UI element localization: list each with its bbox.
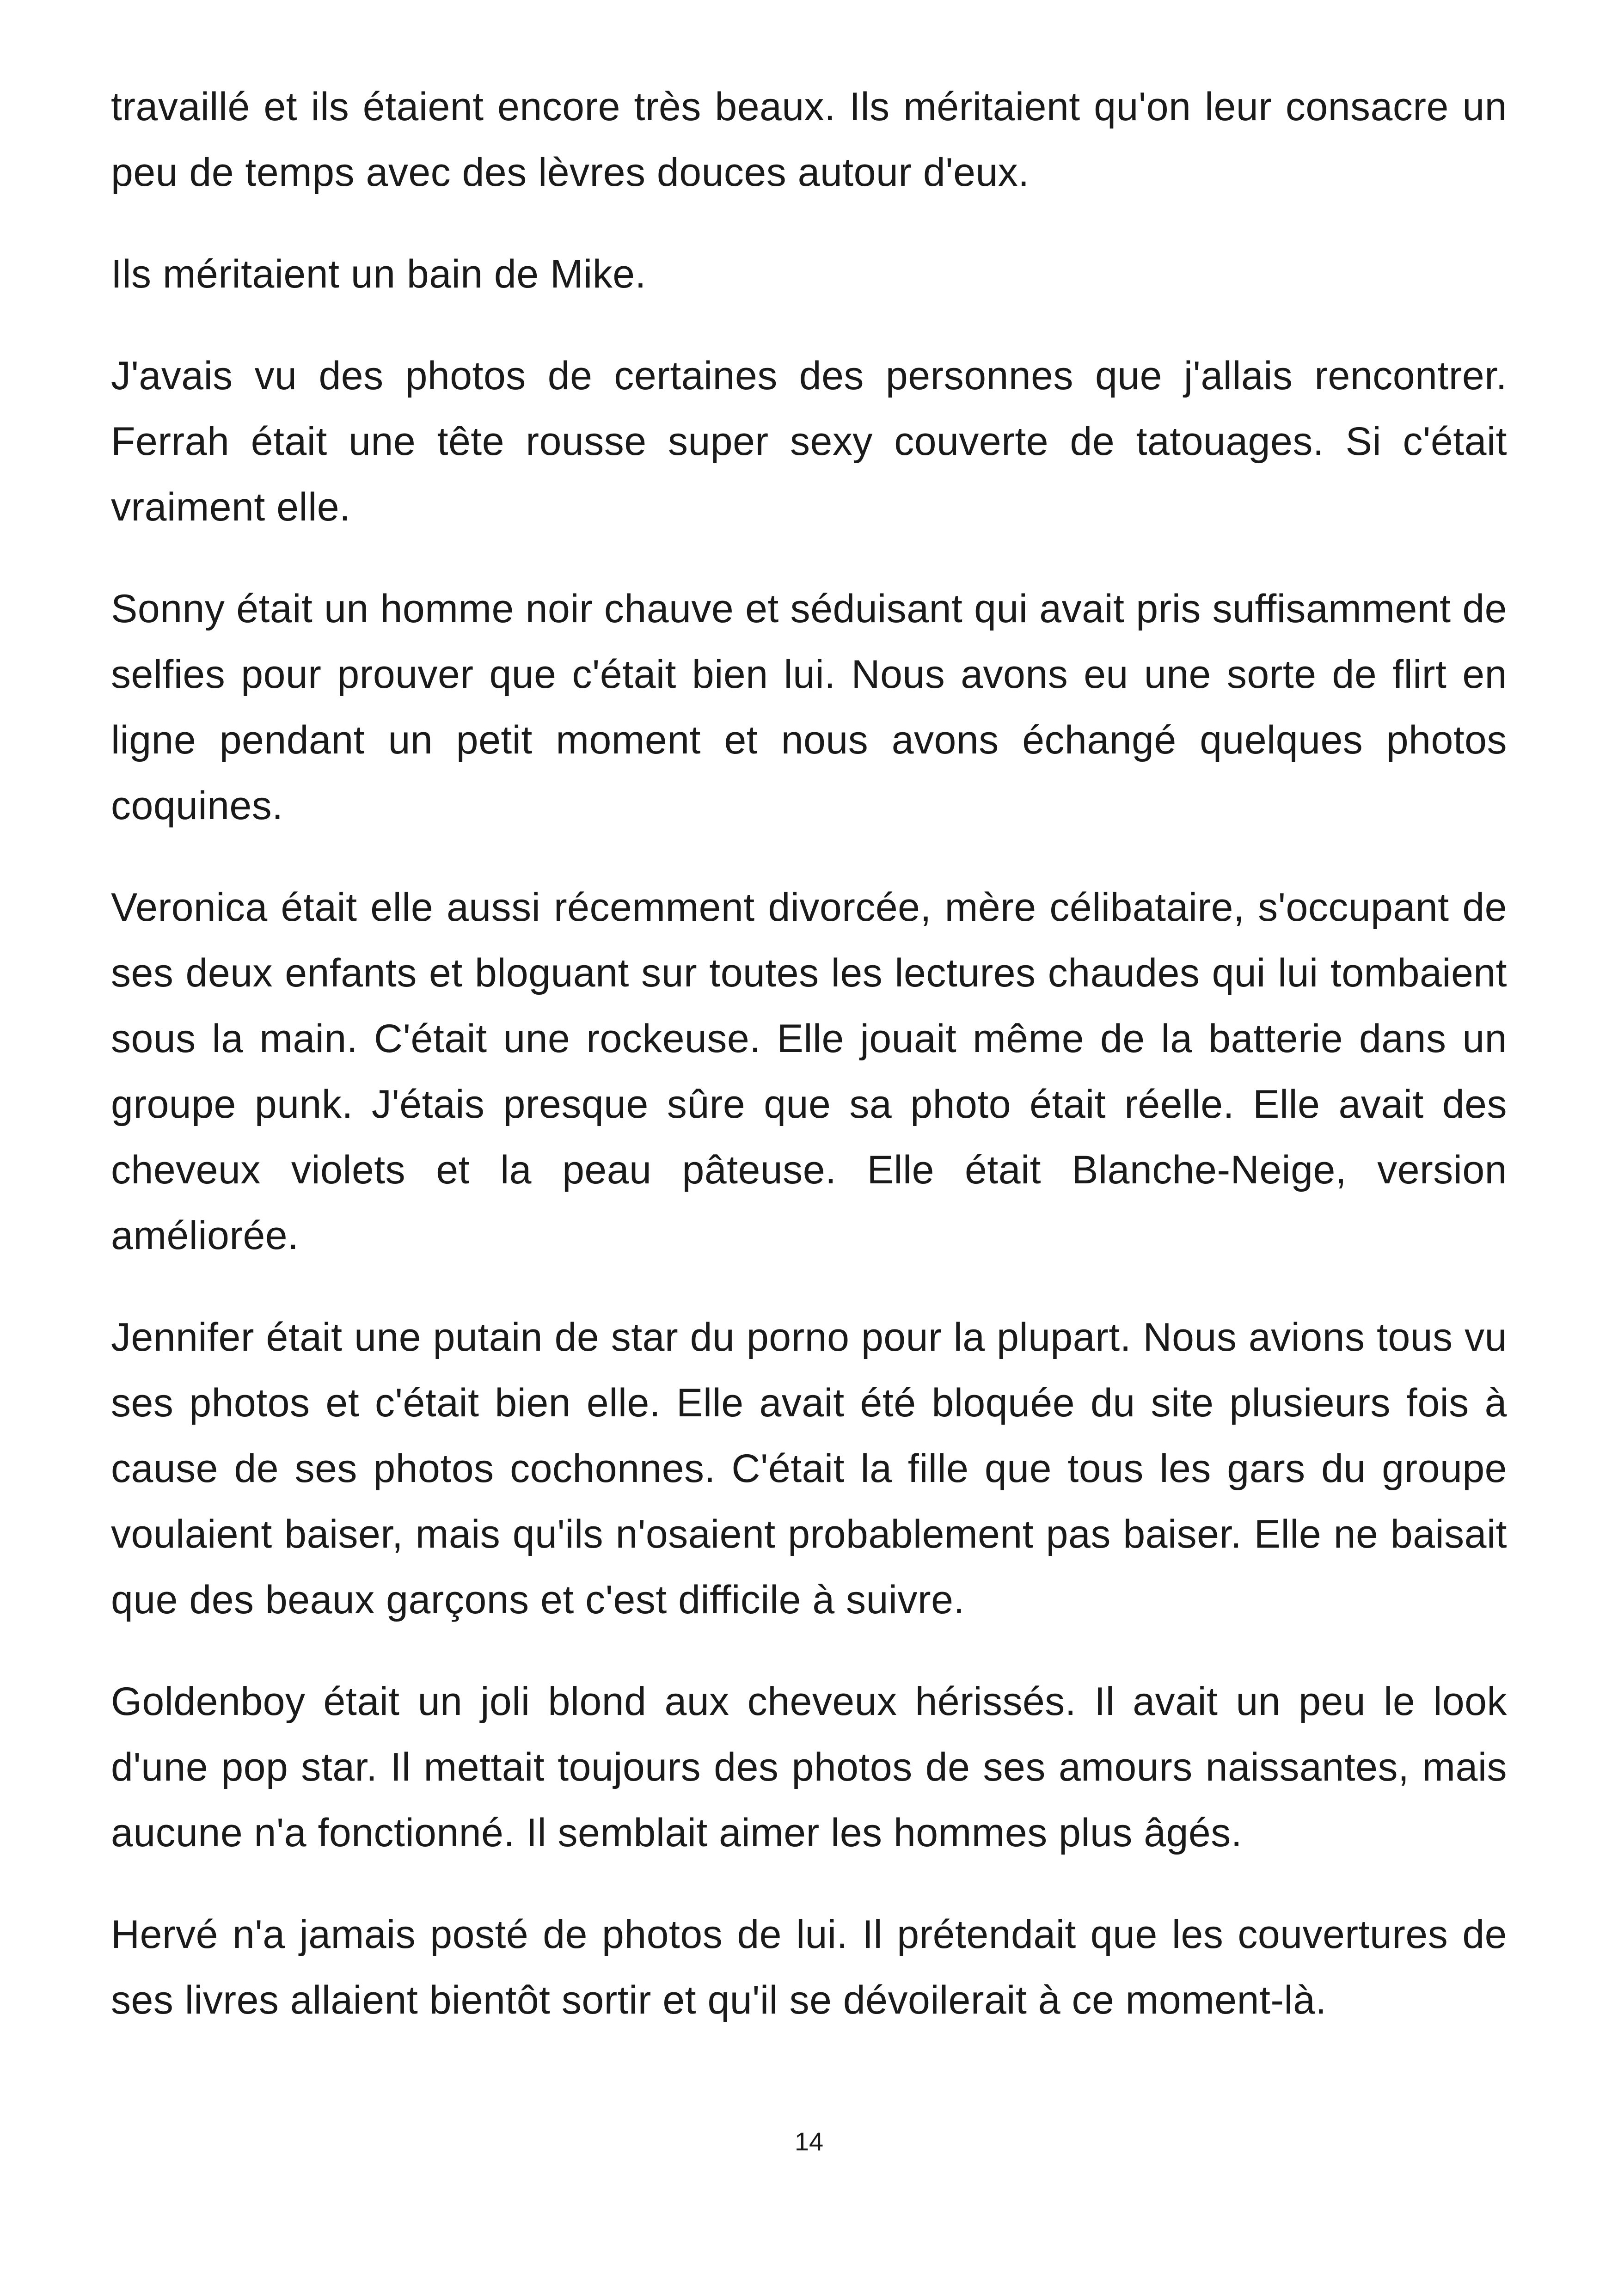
paragraph: Jennifer était une putain de star du porno pour la plupart. Nous avions tous vu ses photos et c'était bien elle. Elle avait été bloquée du site plusieurs fois à cause de ses photos cochonnes. C'était la fille que tous les gars du groupe voulaient baiser, mais qu'ils n'osaient probablement pas baiser. Elle ne baisait que des beaux garçons et c'est difficile à suivre. <box>111 1315 1507 1622</box>
page-number: 14 <box>794 2127 824 2156</box>
paragraph: Veronica était elle aussi récemment divorcée, mère célibataire, s'occupant de ses deux enfants et bloguant sur toutes les lectures chaudes qui lui tombaient sous la main. C'était une rockeuse. Elle jouait même de la batterie dans un groupe punk. J'étais presque sûre que sa photo était réelle. Elle avait des cheveux violets et la peau pâteuse. Elle était Blanche-Neige, version améliorée. <box>111 885 1507 1258</box>
paragraph: J'avais vu des photos de certaines des personnes que j'allais rencontrer. Ferrah était une tête rousse super sexy couverte de tatouages. Si c'était vraiment elle. <box>111 354 1507 529</box>
paragraph: Goldenboy était un joli blond aux cheveux hérissés. Il avait un peu le look d'une pop star. Il mettait toujours des photos de ses amours naissantes, mais aucune n'a fonctionné. Il semblait aimer les hommes plus âgés. <box>111 1679 1507 1855</box>
page-body <box>111 74 1507 2069</box>
paragraph: Ils méritaient un bain de Mike. <box>111 252 646 296</box>
paragraph: Sonny était un homme noir chauve et séduisant qui avait pris suffisamment de selfies pour prouver que c'était bien lui. Nous avons eu une sorte de flirt en ligne pendant un petit moment et nous avons échangé quelques photos coquines. <box>111 587 1507 828</box>
paragraph: Hervé n'a jamais posté de photos de lui. Il prétendait que les couvertures de ses livres allaient bientôt sortir et qu'il se dévoilerait à ce moment-là. <box>111 1912 1507 2022</box>
paragraph: travaillé et ils étaient encore très beaux. Ils méritaient qu'on leur consacre un peu de temps avec des lèvres douces autour d'eux. <box>111 85 1507 195</box>
